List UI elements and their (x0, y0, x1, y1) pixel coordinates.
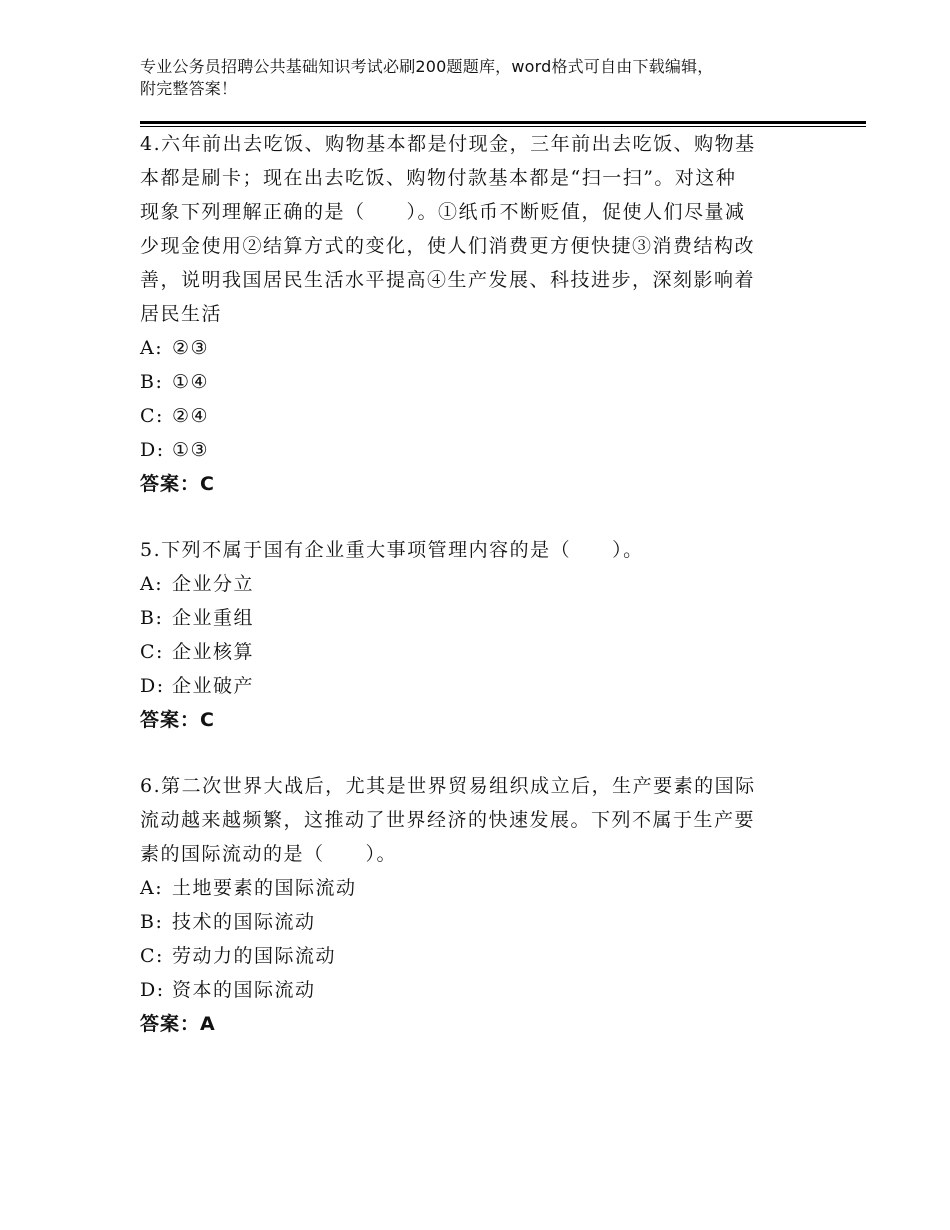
header-rule-thick (140, 121, 866, 124)
question-stem (140, 533, 800, 567)
stem-line: 少现金使用②结算方式的变化，使人们消费更方便快捷③消费结构改 (140, 235, 756, 257)
stem-line: 6.第二次世界大战后，尤其是世界贸易组织成立后，生产要素的国际 (140, 775, 756, 797)
question-stem (140, 769, 800, 871)
option-text: 土地要素的国际流动 (172, 877, 357, 899)
question-4 (140, 127, 800, 501)
option-key: C: (140, 945, 164, 967)
option-a (140, 871, 800, 905)
option-key: B: (140, 371, 164, 393)
option-d (140, 973, 800, 1007)
spacer (140, 501, 800, 533)
option-text: 资本的国际流动 (172, 979, 316, 1001)
stem-line: 5.下列不属于国有企业重大事项管理内容的是（ ）。 (140, 539, 644, 561)
option-key: D: (140, 675, 165, 697)
option-text: 技术的国际流动 (172, 911, 316, 933)
option-key: D: (140, 979, 165, 1001)
question-list (140, 127, 800, 1041)
header-line-1: 专业公务员招聘公共基础知识考试必刷200题题库，word格式可自由下载编辑， (140, 57, 714, 76)
option-key: A: (140, 573, 164, 595)
option-text: ①③ (172, 439, 210, 461)
answer-label: 答案：C (140, 709, 215, 731)
option-text: 企业重组 (172, 607, 255, 629)
option-text: 劳动力的国际流动 (172, 945, 337, 967)
option-text: ②④ (172, 405, 210, 427)
option-key: C: (140, 641, 164, 663)
option-key: A: (140, 877, 164, 899)
document-header (140, 56, 820, 100)
option-b (140, 601, 800, 635)
option-key: B: (140, 911, 164, 933)
option-key: D: (140, 439, 165, 461)
option-a (140, 331, 800, 365)
option-b (140, 365, 800, 399)
question-stem (140, 127, 800, 331)
option-a (140, 567, 800, 601)
stem-line: 本都是刷卡；现在出去吃饭、购物付款基本都是“扫一扫”。对这种 (140, 167, 737, 189)
option-text: ①④ (172, 371, 210, 393)
option-c (140, 939, 800, 973)
answer-label: 答案：C (140, 473, 215, 495)
spacer (140, 737, 800, 769)
option-c (140, 635, 800, 669)
stem-line: 素的国际流动的是（ ）。 (140, 843, 398, 865)
option-d (140, 433, 800, 467)
stem-line: 现象下列理解正确的是（ ）。①纸币不断贬值，促使人们尽量减 (140, 201, 746, 223)
stem-line: 居民生活 (140, 303, 223, 325)
option-text: ②③ (172, 337, 210, 359)
option-list (140, 567, 800, 703)
stem-line: 4.六年前出去吃饭、购物基本都是付现金，三年前出去吃饭、购物基 (140, 133, 756, 155)
option-text: 企业分立 (172, 573, 255, 595)
header-line-2: 附完整答案！ (140, 79, 238, 98)
question-6 (140, 769, 800, 1041)
answer-label: 答案：A (140, 1013, 216, 1035)
option-d (140, 669, 800, 703)
stem-line: 善，说明我国居民生活水平提高④生产发展、科技进步，深刻影响着 (140, 269, 756, 291)
option-text: 企业核算 (172, 641, 255, 663)
option-c (140, 399, 800, 433)
option-list (140, 871, 800, 1007)
option-key: B: (140, 607, 164, 629)
option-key: A: (140, 337, 164, 359)
option-key: C: (140, 405, 164, 427)
option-b (140, 905, 800, 939)
stem-line: 流动越来越频繁，这推动了世界经济的快速发展。下列不属于生产要 (140, 809, 756, 831)
question-5 (140, 533, 800, 737)
option-list (140, 331, 800, 467)
option-text: 企业破产 (172, 675, 255, 697)
